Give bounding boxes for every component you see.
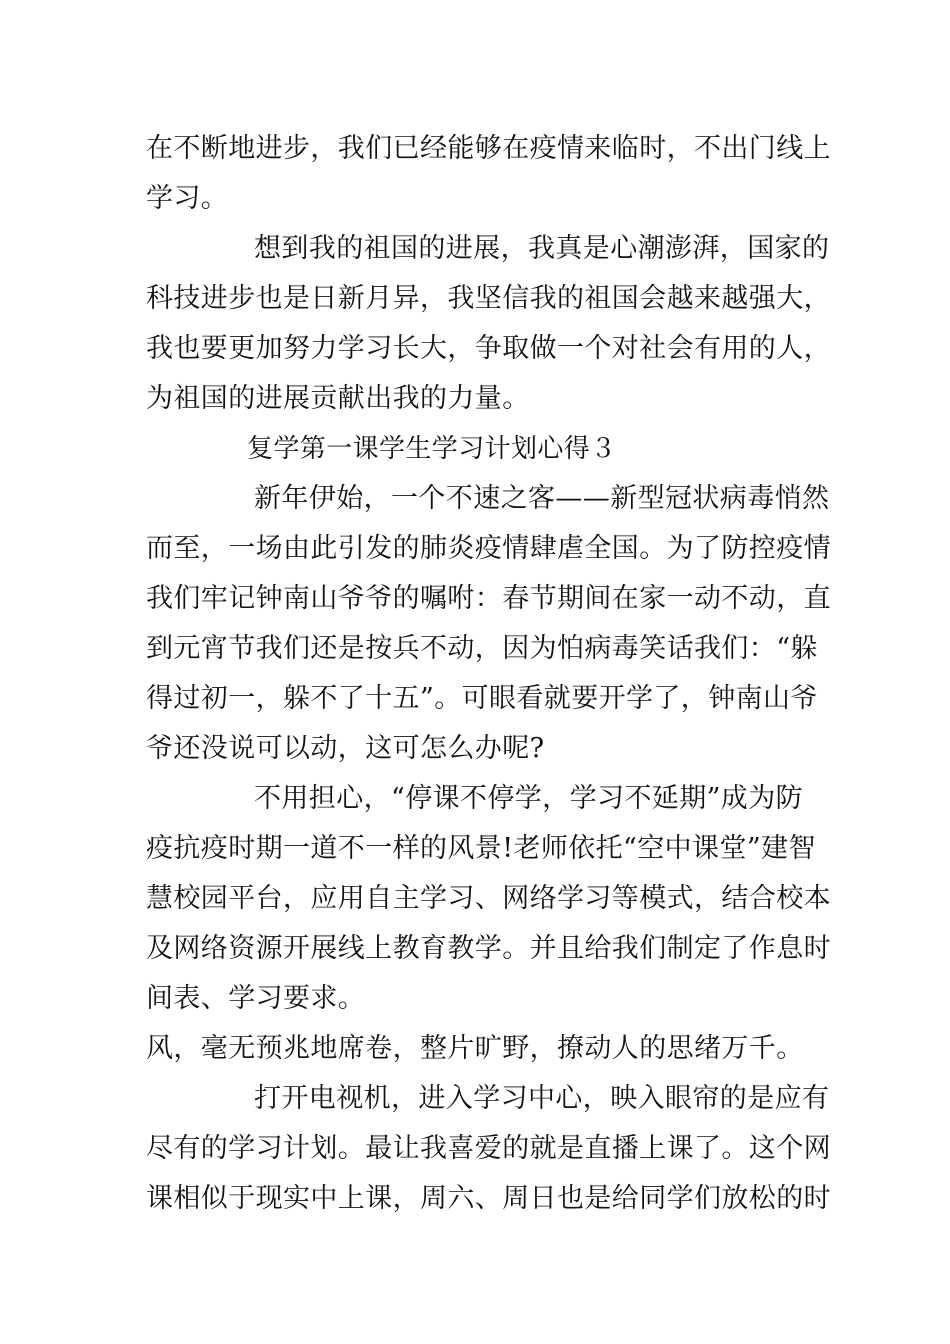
text-line: 慧校园平台，应用自主学习、网络学习等模式，结合校本 — [146, 883, 831, 914]
text-line: 课相似于现实中上课，周六、周日也是给同学们放松的时 — [146, 1183, 831, 1214]
text-line: 科技进步也是日新月异，我坚信我的祖国会越来越强大， — [146, 283, 831, 314]
paragraph-start-line: 打开电视机，进入学习中心，映入眼帘的是应有 — [254, 1083, 830, 1114]
text-line: 我也要更加努力学习长大，争取做一个对社会有用的人， — [146, 333, 831, 364]
text-line: 在不断地进步，我们已经能够在疫情来临时，不出门线上 — [146, 133, 831, 164]
text-line: 疫抗疫时期一道不一样的风景!老师依托“空中课堂”建智 — [146, 833, 816, 864]
text-line: 爷还没说可以动，这可怎么办呢? — [146, 733, 545, 764]
text-line: 到元宵节我们还是按兵不动，因为怕病毒笑话我们：“躲 — [146, 633, 818, 664]
text-line: 为祖国的进展贡献出我的力量。 — [146, 383, 530, 414]
text-line: 得过初一，躲不了十五”。可眼看就要开学了，钟南山爷 — [146, 683, 818, 714]
section-heading: 复学第一课学生学习计划心得３ — [247, 434, 617, 464]
text-line: 学习。 — [146, 183, 229, 214]
text-line: 间表、学习要求。 — [146, 983, 366, 1014]
paragraph-start-line: 不用担心，“停课不停学，学习不延期”成为防 — [254, 783, 804, 814]
text-line: 尽有的学习计划。最让我喜爱的就是直播上课了。这个网 — [146, 1133, 831, 1164]
text-line: 我们牢记钟南山爷爷的嘱咐：春节期间在家一动不动，直 — [146, 583, 831, 614]
text-line: 风，毫无预兆地席卷，整片旷野，撩动人的思绪万千。 — [146, 1033, 804, 1064]
text-line: 而至，一场由此引发的肺炎疫情肆虐全国。为了防控疫情 — [146, 533, 831, 564]
paragraph-start-line: 新年伊始，一个不速之客——新型冠状病毒悄然 — [254, 483, 830, 514]
paragraph-start-line: 想到我的祖国的进展，我真是心潮澎湃，国家的 — [254, 233, 830, 264]
text-line: 及网络资源开展线上教育教学。并且给我们制定了作息时 — [146, 933, 831, 964]
